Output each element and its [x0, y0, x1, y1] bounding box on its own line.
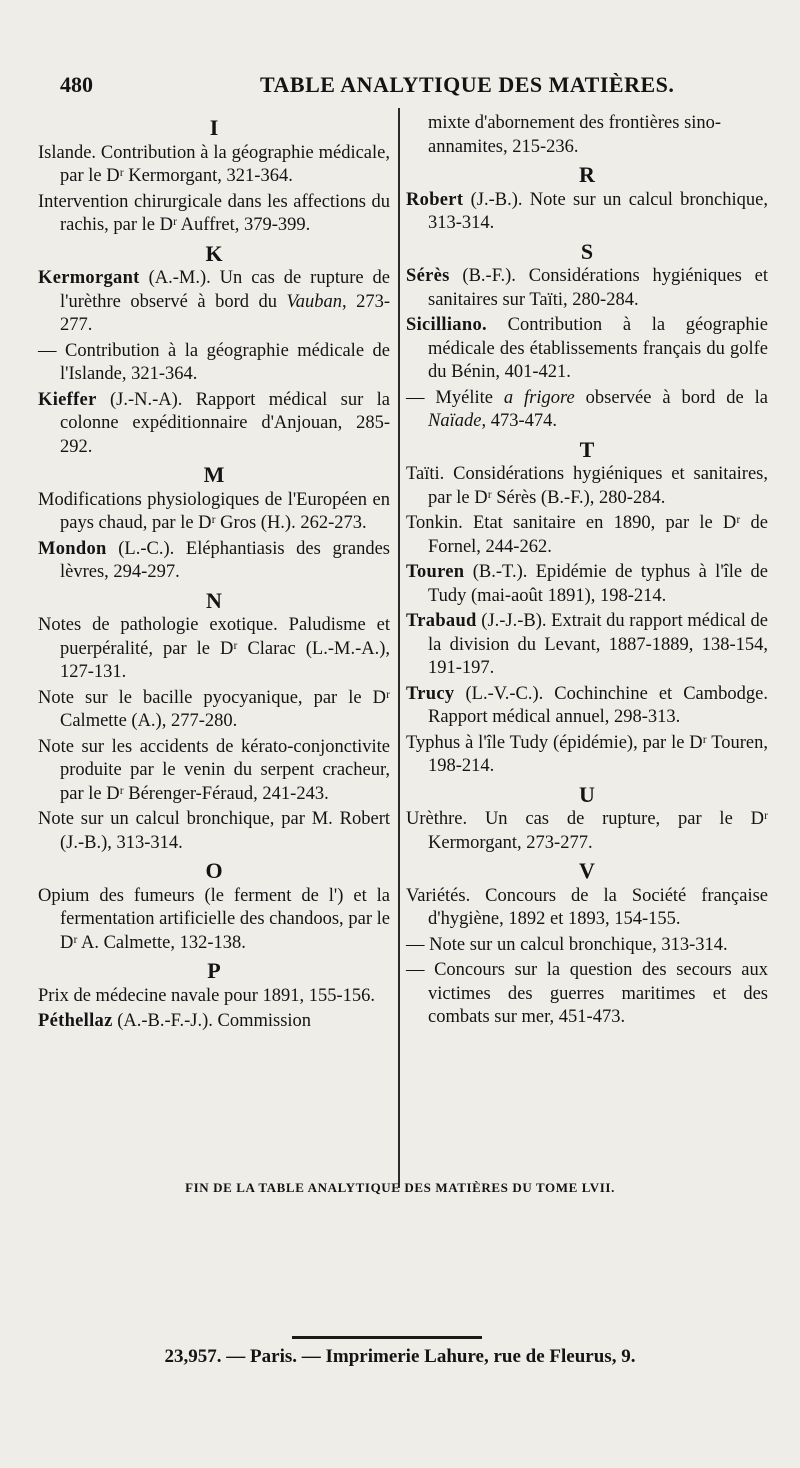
index-entry: Péthellaz (A.-B.-F.-J.). Commission — [38, 1011, 312, 1031]
index-entry: Trucy (L.-V.-C.). Cochinchine et Cambodge. Rapport médical annuel, 298-313. — [406, 683, 768, 727]
index-entry: Modifications physiologiques de l'Européen en pays chaud, par le Dʳ Gros (H.). 262-273. — [38, 489, 390, 533]
index-entry: Sérès (B.-F.). Considérations hygiéniques et sanitaires sur Taïti, 280-284. — [406, 266, 768, 310]
index-entry: Kermorgant (A.-M.). Un cas de rupture de l'urèthre observé à bord du Vauban, 273-277. — [38, 268, 390, 335]
section-letter-v: V — [579, 858, 595, 883]
section-letter-u: U — [579, 781, 595, 807]
author-name: Mondon — [38, 538, 107, 559]
section-letter-o: O — [205, 858, 223, 883]
index-entry: Robert (J.-B.). Note sur un calcul bronchique, 313-314. — [406, 189, 768, 233]
author-name: Robert — [406, 189, 464, 210]
index-entry: — Concours sur la question des secours aux victimes des guerres maritimes et des combats sur mer, 451-473. — [406, 960, 768, 1027]
index-entry: Opium des fumeurs (le ferment de l') et la fermentation artificielle des chandoos, par le Dʳ A. Calmette, 132-138. — [38, 885, 390, 953]
left-column — [38, 112, 390, 1036]
author-name: Trucy — [406, 683, 455, 704]
section-letter-r: R — [579, 162, 595, 187]
index-entry: Trabaud (J.-J.-B). Extrait du rapport médical de la division du Levant, 1887-1889, 138-154, 191-197. — [406, 611, 768, 678]
index-entry: Touren (B.-T.). Epidémie de typhus à l'île de Tudy (mai-août 1891), 198-214. — [406, 562, 768, 606]
index-entry: Urèthre. Un cas de rupture, par le Dʳ Kermorgant, 273-277. — [406, 809, 768, 853]
index-entry: Intervention chirurgicale dans les affections du rachis, par le Dʳ Auffret, 379-399. — [38, 191, 390, 235]
section-letter-i: I — [209, 115, 219, 140]
index-entry: — Contribution à la géographie médicale de l'Islande, 321-364. — [38, 340, 390, 384]
section-letter-m: M — [203, 462, 225, 487]
end-of-table-note: FIN DE LA TABLE ANALYTIQUE DES MATIÈRES DU TOME LVII. — [185, 1180, 615, 1195]
index-entry: Taïti. Considérations hygiéniques et sanitaires, par le Dʳ Sérès (B.-F.), 280-284. — [406, 464, 768, 508]
index-entry: — Myélite a frigore observée à bord de la Naïade, 473-474. — [406, 387, 768, 431]
author-name: Sicilliano. — [406, 315, 487, 335]
index-entry: Sicilliano. Contribution à la géographie médicale des établissements français du golfe du Bénin, 401-421. — [406, 315, 768, 382]
index-entry: Kieffer (J.-N.-A). Rapport médical sur la colonne expéditionnaire d'Anjouan, 285-292. — [38, 389, 390, 457]
index-entry: Note sur le bacille pyocyanique, par le Dʳ Calmette (A.), 277-280. — [38, 687, 390, 731]
index-entry: Notes de pathologie exotique. Paludisme et puerpéralité, par le Dʳ Clarac (L.-M.-A.), 127-131. — [38, 615, 390, 682]
author-name: Kermorgant — [38, 268, 140, 288]
index-entry: Islande. Contribution à la géographie médicale, par le Dʳ Kermorgant, 321-364. — [38, 142, 390, 186]
author-name: Péthellaz — [38, 1011, 113, 1031]
index-entry: Tonkin. Etat sanitaire en 1890, par le Dʳ de Fornel, 244-262. — [406, 513, 768, 557]
printer-imprint: 23,957. — Paris. — Imprimerie Lahure, rue de Fleurus, 9. — [164, 1346, 636, 1367]
index-entry: Note sur un calcul bronchique, par M. Robert (J.-B.), 313-314. — [38, 809, 390, 853]
author-name: Trabaud — [406, 611, 477, 631]
column-divider — [398, 108, 400, 1188]
section-letter-n: N — [206, 587, 222, 613]
author-name: Kieffer — [38, 389, 97, 410]
index-entry: Mondon (L.-C.). Eléphantiasis des grandes lèvres, 294-297. — [38, 538, 390, 582]
section-letter-k: K — [205, 240, 223, 266]
footer-rule — [292, 1336, 482, 1339]
index-entry: Variétés. Concours de la Société française d'hygiène, 1892 et 1893, 154-155. — [406, 885, 768, 929]
page-number: 480 — [60, 72, 93, 97]
running-title: TABLE ANALYTIQUE DES MATIÈRES. — [260, 72, 675, 97]
page-header — [60, 72, 760, 104]
index-entry: Prix de médecine navale pour 1891, 155-156. — [38, 985, 376, 1006]
continued-entry: mixte d'abornement des frontières sino-annamites, 215-236. — [428, 113, 722, 157]
section-letter-p: P — [207, 958, 221, 983]
index-entry: — Note sur un calcul bronchique, 313-314. — [406, 934, 728, 955]
section-letter-t: T — [579, 436, 595, 462]
section-letter-s: S — [580, 238, 594, 264]
author-name: Touren — [406, 562, 465, 582]
index-entry: Note sur les accidents de kérato-conjonctivite produite par le venin du serpent cracheur, par le Dʳ Bérenger-Féraud, 241-243. — [38, 736, 390, 804]
right-column — [406, 112, 768, 1032]
author-name: Sérès — [406, 266, 450, 286]
index-entry: Typhus à l'île Tudy (épidémie), par le Dʳ Touren, 198-214. — [406, 732, 768, 776]
